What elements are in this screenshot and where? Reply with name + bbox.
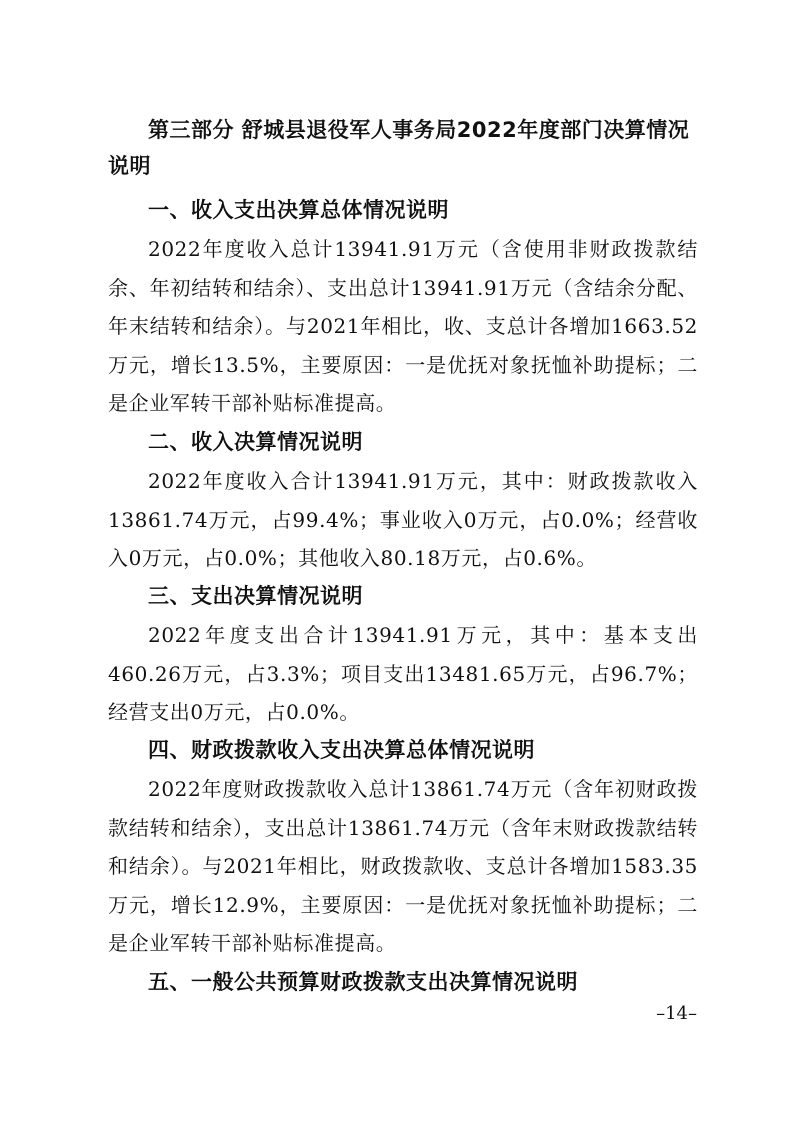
section-body-income-expenditure-overview: 2022年度收入总计13941.91万元（含使用非财政拨款结余、年初结转和结余）、支出总计13941.91万元（含结余分配、年末结转和结余）。与2021年相比，收、支总计各增加1663.52万元，增长13.5%，主要原因：一是优抚对象抚恤补助提标；二是企业军转干部补贴标准提高。 xyxy=(108,237,698,415)
section-heading-income: 二、收入决算情况说明 xyxy=(148,430,363,454)
section-body-expenditure: 2022年度支出合计13941.91万元，其中：基本支出460.26万元，占3.3%；项目支出13481.65万元，占96.7%；经营支出0万元，占0.0%。 xyxy=(108,623,698,724)
section-heading-expenditure: 三、支出决算情况说明 xyxy=(148,584,363,608)
section-body-fiscal-appropriation-overview: 2022年度财政拨款收入总计13861.74万元（含年初财政拨款结转和结余），支出总计13861.74万元（含年末财政拨款结转和结余）。与2021年相比，财政拨款收、支总计各增加1583.35万元，增长12.9%，主要原因：一是优抚对象抚恤补助提标；二是企业军转干部补贴标准提高。 xyxy=(108,777,698,955)
document-title: 第三部分 舒城县退役军人事务局2022年度部门决算情况说明 xyxy=(108,118,690,178)
page-number: –14– xyxy=(656,1003,697,1024)
section-heading-fiscal-appropriation-overview: 四、财政拨款收入支出决算总体情况说明 xyxy=(148,738,535,762)
section-heading-general-public-budget: 五、一般公共预算财政拨款支出决算情况说明 xyxy=(148,970,578,994)
section-body-income: 2022年度收入合计13941.91万元，其中：财政拨款收入13861.74万元，占99.4%；事业收入0万元，占0.0%；经营收入0万元，占0.0%；其他收入80.18万元，占0.6%。 xyxy=(108,469,698,570)
section-heading-income-expenditure-overview: 一、收入支出决算总体情况说明 xyxy=(148,198,449,222)
